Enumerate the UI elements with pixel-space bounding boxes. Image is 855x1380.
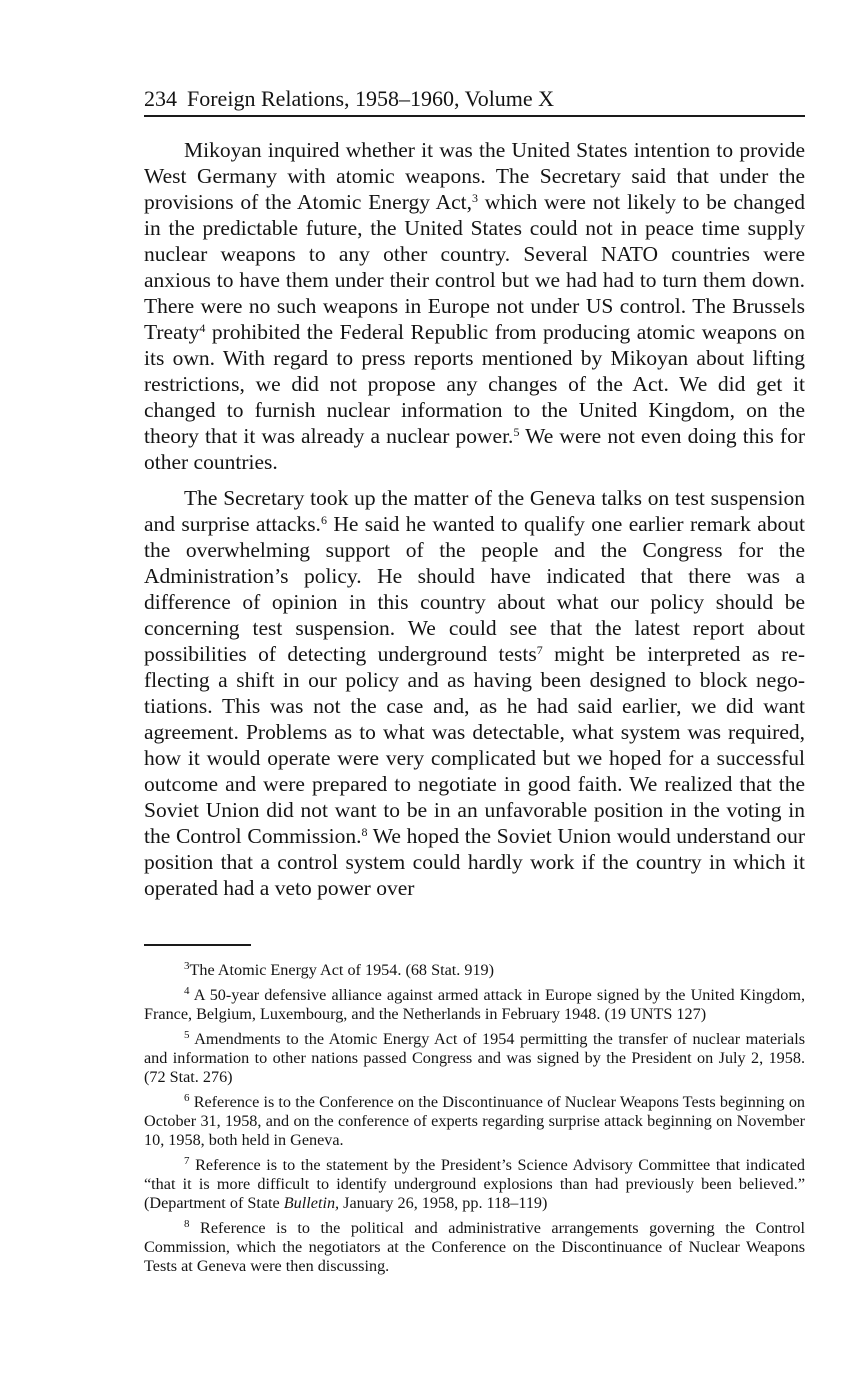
paragraph-text: We were not even doing this for other countries. [144,424,805,474]
paragraph-text: which were not likely to be changed in the predictable future, the United States could not in peace time supply nuclear weapons to any other country. Several NATO countries were anxious to have them under their control but we had had to turn them down. There were no such weapons in Europe not under US control. The Brussels Treaty [144,190,805,344]
footnote [144,961,805,980]
footnote-text: The Atomic Energy Act of 1954. (68 Stat. 919) [189,961,495,979]
body-text [144,137,805,901]
paragraph-text: prohibited the Federal Republic from producing atomic weapons on its own. With regard to press reports mentioned by Mikoyan about lifting restrictions, we did not propose any changes of the Act. We did get it changed to furnish nuclear information to the United Kingdom, on the theory that it was already a nuclear power. [144,320,805,448]
paragraph [144,485,805,901]
footnote-number: 4 [184,985,190,997]
footnote [144,1156,805,1213]
footnote-number: 7 [184,1155,190,1167]
footnote-ref: 3 [472,191,478,205]
footnote-number: 3 [184,960,190,972]
footnotes [144,961,805,1282]
paragraph-text: The Secretary took up the matter of the Geneva talks on test suspension and surprise attacks. [144,486,805,536]
paragraph-text: Mikoyan inquired whether it was the United States intention to provide West Germany with atomic weapons. The Secretary said that under the provisions of the Atomic Energy Act, [144,138,805,214]
footnote [144,1030,805,1087]
footnote-ref: 6 [320,513,327,527]
running-title: Foreign Relations, 1958–1960, Volume X [187,86,555,111]
footnote-text: A 50-year defensive alliance against armed attack in Europe signed by the United Kingdom, France, Belgium, Luxembourg, and the Netherlands in February 1948. (19 UNTS 127) [144,986,806,1023]
footnote-text: Reference is to the statement by the President’s Science Advisory Committee that indicated “that it is more difficult to identify underground explosions than had previously been believed.” (Department of State [144,1156,805,1212]
footnote-text: Reference is to the Conference on the Discontinuance of Nuclear Weapons Tests beginning on October 31, 1958, and on the conference of experts regarding surprise attack beginning on November 10, 1958, both held in Geneva. [144,1093,806,1149]
footnote [144,1219,805,1276]
footnote [144,986,805,1024]
footnote-text: Amendments to the Atomic Energy Act of 1954 permitting the transfer of nuclear materials and information to other nations passed Congress and was signed by the President on July 2, 1958. (72 Stat. 276) [144,1030,806,1086]
footnote-ref: 4 [199,321,206,335]
paragraph-text: We hoped the Soviet Union would understand our position that a control system could hardly work if the country in which it operated had a veto power over [144,824,805,900]
page-header [144,84,805,117]
paragraph-text: might be interpreted as reflecting a shift in our policy and as having been designed to block negotiations. This was not the case and, as he had said earlier, we did want agreement. Problems as to what was detectable, what system was required, how it would operate were very complicated but we hoped for a successful outcome and were prepared to negotiate in good faith. We realized that the Soviet Union did not want to be in an unfavorable position in the voting in the Control Commission. [144,642,805,848]
footnote-text: January 26, 1958, pp. 118–119) [339,1194,548,1212]
footnote-number: 8 [184,1218,190,1230]
footnote-italic: Bulletin, [283,1194,340,1212]
footnote-ref: 5 [513,425,520,439]
footnote-number: 5 [184,1029,190,1041]
page-number: 234 [144,86,177,111]
paragraph [144,137,805,475]
footnote [144,1093,805,1150]
footnote-ref: 7 [536,643,543,657]
footnote-separator [144,944,251,946]
footnote-text: Reference is to the political and administrative arrangements governing the Control Commission, which the negotiators at the Conference on the Discontinuance of Nuclear Weapons Tests at Geneva were then discussing. [144,1219,805,1275]
footnote-ref: 8 [361,825,368,839]
paragraph-text: He said he wanted to qualify one earlier remark about the overwhelming support of the people and the Congress for the Administration’s policy. He should have indicated that there was a difference of opinion in this country about what our policy should be concerning test suspension. We could see that the latest report about possibilities of detecting underground tests [144,512,805,666]
footnote-number: 6 [184,1092,190,1104]
